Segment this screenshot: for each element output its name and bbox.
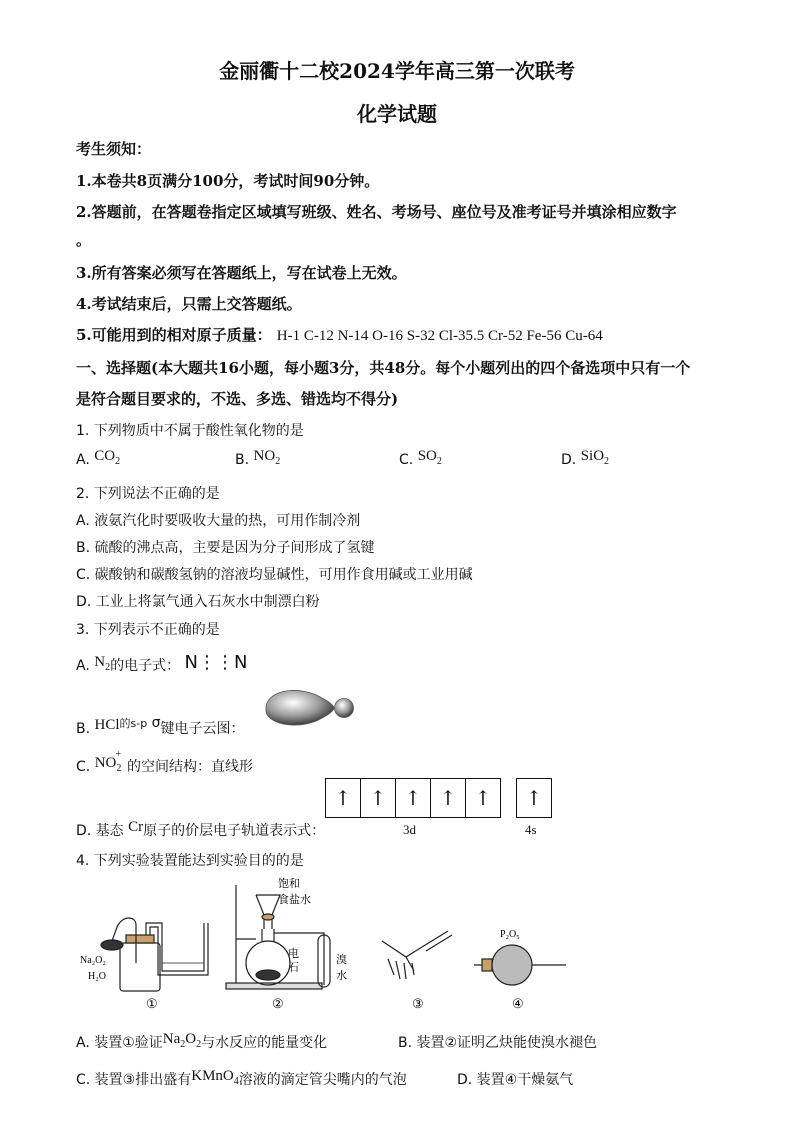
q1-stem: 1. 下列物质中不属于酸性氧化物的是: [76, 423, 304, 439]
q1-option-a[interactable]: A. $CO_2$: [76, 448, 121, 468]
label-carbide-1: 电: [288, 947, 299, 960]
label-app-2: ②: [272, 997, 284, 1012]
notice-item-4: 4.考试结束后，只需上交答题纸。: [76, 295, 302, 313]
label-saturated: 饱和: [278, 877, 300, 890]
orbital-3d-label: 3d: [403, 822, 416, 837]
label-app-4: ④: [512, 997, 524, 1012]
orbital-3d-2: ↑: [361, 779, 396, 817]
q4-option-a[interactable]: A. 装置①验证$Na_2O_2$与水反应的能量变化: [76, 1031, 328, 1051]
label-h2o: H₂O: [88, 971, 106, 982]
q3-option-d[interactable]: D. 基态 Cr原子的价层电子轨道表示式：: [76, 819, 326, 839]
drying-tube-bulb: [492, 945, 532, 985]
apparatus-3: [382, 931, 452, 979]
atomic-mass-values: H-1 C-12 N-14 O-16 S-32 Cl-35.5 Cr-52 Fe-56 Cu-64: [276, 328, 603, 344]
q3-option-b[interactable]: B. HCl$^{的s-p}$ σ键电子云图：: [76, 715, 245, 737]
q2-option-c[interactable]: C. 碳酸钠和碳酸氢钠的溶液均显碱性，可用作食用碱或工业用碱: [76, 567, 473, 583]
na2o2-sample: [101, 940, 123, 950]
label-bromine-2: 水: [336, 969, 347, 982]
label-p2o5: P₂O₅: [500, 929, 520, 940]
carbide: [256, 970, 280, 980]
label-bromine-1: 溴: [336, 953, 347, 966]
orbital-3d-4: ↑: [431, 779, 466, 817]
q1-d-formula: SiO$_2$: [580, 448, 610, 467]
q2-option-d[interactable]: D. 工业上将氯气通入石灰水中制漂白粉: [76, 594, 320, 610]
label-brine: 食盐水: [278, 893, 311, 906]
s-p-sigma-cloud-figure: [262, 684, 362, 734]
exam-subject: 化学试题: [357, 102, 437, 126]
drying-tube-stopper: [482, 959, 492, 971]
burette-body: [422, 931, 452, 951]
notice-item-3: 3.所有答案必须写在答题纸上，写在试卷上无效。: [76, 264, 407, 282]
funnel-stopcock: [262, 914, 274, 920]
label-na2o2: Na₂O₂: [80, 955, 106, 966]
orbital-4s-1: ↑: [525, 786, 543, 810]
s-orbital-sphere: [335, 699, 354, 718]
q1-option-c[interactable]: C. $SO_2$: [399, 448, 442, 468]
u-tube: [146, 923, 208, 975]
p-orbital-lobe: [266, 690, 334, 725]
hand-fingers: [388, 959, 414, 979]
delivery-tube: [274, 933, 324, 985]
q4-option-d[interactable]: D. 装置④干燥氨气: [457, 1072, 574, 1088]
n2-lewis-structure: N⋮⋮N: [184, 652, 248, 673]
orbital-4s-label: 4s: [525, 822, 537, 837]
notice-heading: 考生须知：: [76, 140, 152, 158]
notice-item-2: 2.答题前，在答题卷指定区域填写班级、姓名、考场号、座位号及准考证号并填涂相应数字: [76, 203, 677, 221]
orbital-4s-box: [516, 778, 552, 818]
q2-stem: 2. 下列说法不正确的是: [76, 486, 220, 502]
separatory-funnel: [256, 895, 280, 929]
q2-option-b[interactable]: B. 硫酸的沸点高，主要是因为分子间形成了氢键: [76, 540, 375, 556]
q4-stem: 4. 下列实验装置能达到实验目的的是: [76, 853, 304, 869]
q2-option-a[interactable]: A. 液氨汽化时要吸收大量的热，可用作制冷剂: [76, 513, 361, 529]
orbital-3d-1: ↑: [326, 779, 361, 817]
stopper-1: [126, 935, 154, 943]
notice-item-5: [76, 324, 603, 345]
label-app-3: ③: [412, 997, 424, 1012]
q4-option-c[interactable]: C. 装置③排出盛有KMnO$_4$溶液的滴定管尖嘴内的气泡: [76, 1068, 407, 1088]
notice-item-1: 1.本卷共8页满分100分，考试时间90分钟。: [76, 172, 380, 190]
q3-option-a[interactable]: A. $N_2$的电子式： N⋮⋮N: [76, 652, 248, 674]
flask-1: [120, 943, 160, 991]
orbital-3d-5: ↑: [474, 786, 492, 810]
q3-option-c[interactable]: C. $NO_2^+$的空间结构：直线形: [76, 749, 253, 775]
q1-c-formula: $SO_2$: [417, 448, 442, 467]
orbital-3d-box: [325, 778, 501, 818]
notice-item-2-cont: 。: [76, 231, 92, 249]
q4-option-b[interactable]: B. 装置②证明乙炔能使溴水褪色: [398, 1035, 598, 1051]
q1-option-b[interactable]: B. $NO_2$: [235, 448, 281, 468]
q1-a-formula: $CO_2$: [94, 448, 121, 467]
flask-neck: [262, 929, 274, 941]
orbital-3d-3: ↑: [396, 779, 431, 817]
apparatus-4: [474, 945, 566, 985]
label-carbide-2: 石: [288, 961, 299, 974]
burette-tip: [382, 941, 422, 971]
label-app-1: ①: [146, 997, 158, 1012]
q1-option-d[interactable]: D. SiO$_2$: [561, 448, 610, 468]
q1-b-formula: $NO_2$: [253, 448, 281, 467]
atomic-mass-label: 5.可能用到的相对原子质量：: [76, 326, 272, 344]
q3-stem: 3. 下列表示不正确的是: [76, 622, 220, 638]
section1-line2: 是符合题目要求的，不选、多选、错选均不得分): [76, 390, 399, 408]
section1-line1: 一、选择题(本大题共16小题，每小题3分，共48分。每个小题列出的四个备选项中只有一个: [76, 359, 691, 377]
apparatus-1: [101, 918, 208, 991]
exam-title: 金丽衢十二校2024学年高三第一次联考: [219, 59, 575, 83]
q4-apparatus-figure: [76, 875, 596, 1015]
